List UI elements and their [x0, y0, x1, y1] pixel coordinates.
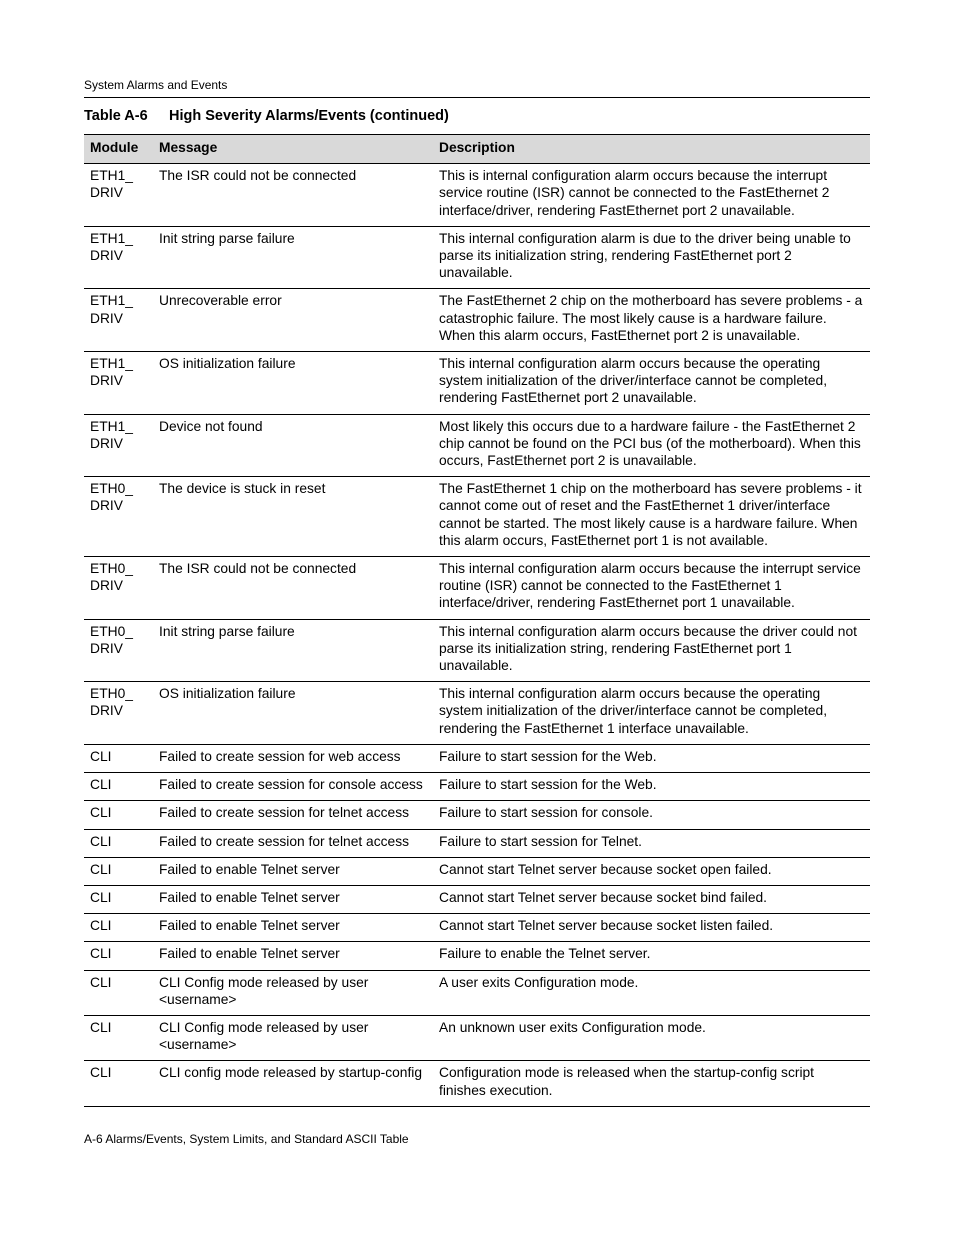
cell-message: CLI Config mode released by user <username> [153, 1015, 433, 1060]
table-row [84, 557, 870, 620]
cell-module: ETH0_ DRIV [84, 557, 153, 620]
table-row [84, 414, 870, 477]
running-header: System Alarms and Events [84, 78, 228, 92]
cell-description: Most likely this occurs due to a hardware failure - the FastEthernet 2 chip cannot be found on the PCI bus (of the motherboard). When this occurs, FastEthernet port 2 is unavailable. [433, 414, 870, 477]
cell-message: CLI config mode released by startup-config [153, 1061, 433, 1106]
cell-description: The FastEthernet 2 chip on the motherboard has severe problems - a catastrophic failure. The most likely cause is a hardware failure. When this alarm occurs, FastEthernet port 2 is unavailable. [433, 289, 870, 352]
table-row [84, 164, 870, 227]
cell-module: ETH0_ DRIV [84, 477, 153, 557]
cell-module: ETH0_ DRIV [84, 682, 153, 745]
cell-description: This is internal configuration alarm occurs because the interrupt service routine (ISR) cannot be connected to the FastEthernet 2 interface/driver, rendering FastEthernet port 2 unavailable. [433, 164, 870, 227]
cell-module: ETH0_ DRIV [84, 619, 153, 682]
cell-description: Cannot start Telnet server because socket open failed. [433, 857, 870, 885]
cell-description: An unknown user exits Configuration mode. [433, 1015, 870, 1060]
cell-message: Failed to create session for console access [153, 773, 433, 801]
cell-module: CLI [84, 942, 153, 970]
cell-description: Failure to start session for console. [433, 801, 870, 829]
cell-description: Cannot start Telnet server because socket listen failed. [433, 914, 870, 942]
table-row [84, 801, 870, 829]
cell-description: Configuration mode is released when the startup-config script finishes execution. [433, 1061, 870, 1106]
cell-module: CLI [84, 857, 153, 885]
table-caption [84, 108, 449, 124]
cell-description: The FastEthernet 1 chip on the motherboard has severe problems - it cannot come out of reset and the FastEthernet 1 driver/interface cannot be started. The most likely cause is a hardware failure. When this alarm occurs, FastEthernet port 1 is not available. [433, 477, 870, 557]
cell-module: ETH1_ DRIV [84, 352, 153, 415]
cell-module: CLI [84, 1061, 153, 1106]
column-header-module: Module [84, 135, 153, 164]
cell-description: Failure to start session for the Web. [433, 773, 870, 801]
cell-message: Failed to enable Telnet server [153, 942, 433, 970]
cell-message: Failed to create session for telnet access [153, 801, 433, 829]
column-header-message: Message [153, 135, 433, 164]
table-caption-number: Table A-6 [84, 108, 148, 124]
table-row [84, 857, 870, 885]
cell-description: A user exits Configuration mode. [433, 970, 870, 1015]
table-row [84, 942, 870, 970]
cell-module: CLI [84, 1015, 153, 1060]
cell-message: Failed to create session for telnet access [153, 829, 433, 857]
cell-message: Device not found [153, 414, 433, 477]
cell-module: CLI [84, 801, 153, 829]
cell-message: The ISR could not be connected [153, 557, 433, 620]
header-rule [84, 97, 870, 98]
cell-message: Failed to enable Telnet server [153, 914, 433, 942]
cell-description: Failure to start session for the Web. [433, 744, 870, 772]
cell-message: Failed to enable Telnet server [153, 857, 433, 885]
cell-description: This internal configuration alarm occurs because the operating system initialization of the driver/interface cannot be completed, rendering the FastEthernet 1 interface unavailable. [433, 682, 870, 745]
cell-module: CLI [84, 970, 153, 1015]
cell-message: Failed to enable Telnet server [153, 885, 433, 913]
cell-message: The ISR could not be connected [153, 164, 433, 227]
cell-message: OS initialization failure [153, 682, 433, 745]
table-row [84, 744, 870, 772]
table-row [84, 970, 870, 1015]
cell-module: ETH1_ DRIV [84, 289, 153, 352]
column-header-description: Description [433, 135, 870, 164]
cell-module: ETH1_ DRIV [84, 226, 153, 289]
table-row [84, 1061, 870, 1106]
cell-description: This internal configuration alarm occurs because the driver could not parse its initialization string, rendering FastEthernet port 1 unavailable. [433, 619, 870, 682]
cell-module: CLI [84, 773, 153, 801]
table-row [84, 682, 870, 745]
table-row [84, 619, 870, 682]
cell-module: ETH1_ DRIV [84, 414, 153, 477]
table-row [84, 829, 870, 857]
table-caption-title: High Severity Alarms/Events (continued) [169, 108, 449, 124]
table-row [84, 914, 870, 942]
cell-message: Init string parse failure [153, 619, 433, 682]
cell-module: CLI [84, 885, 153, 913]
table-body [84, 164, 870, 1107]
cell-message: Init string parse failure [153, 226, 433, 289]
running-footer: A-6 Alarms/Events, System Limits, and Standard ASCII Table [84, 1132, 409, 1146]
table-row [84, 1015, 870, 1060]
cell-module: ETH1_ DRIV [84, 164, 153, 227]
cell-description: This internal configuration alarm occurs because the operating system initialization of the driver/interface cannot be completed, rendering FastEthernet port 2 unavailable. [433, 352, 870, 415]
cell-description: This internal configuration alarm occurs because the interrupt service routine (ISR) cannot be connected to the FastEthernet 1 interface/driver, rendering FastEthernet port 1 unavailable. [433, 557, 870, 620]
alarms-table [84, 134, 870, 1107]
cell-module: CLI [84, 914, 153, 942]
cell-message: Failed to create session for web access [153, 744, 433, 772]
cell-description: This internal configuration alarm is due to the driver being unable to parse its initialization string, rendering FastEthernet port 2 unavailable. [433, 226, 870, 289]
table-row [84, 289, 870, 352]
cell-module: CLI [84, 829, 153, 857]
table-row [84, 477, 870, 557]
cell-message: OS initialization failure [153, 352, 433, 415]
cell-message: The device is stuck in reset [153, 477, 433, 557]
cell-description: Cannot start Telnet server because socket bind failed. [433, 885, 870, 913]
cell-module: CLI [84, 744, 153, 772]
cell-description: Failure to enable the Telnet server. [433, 942, 870, 970]
cell-description: Failure to start session for Telnet. [433, 829, 870, 857]
table-row [84, 773, 870, 801]
table-row [84, 885, 870, 913]
table-row [84, 226, 870, 289]
cell-message: Unrecoverable error [153, 289, 433, 352]
cell-message: CLI Config mode released by user <username> [153, 970, 433, 1015]
table-row [84, 352, 870, 415]
table-header-row [84, 135, 870, 164]
